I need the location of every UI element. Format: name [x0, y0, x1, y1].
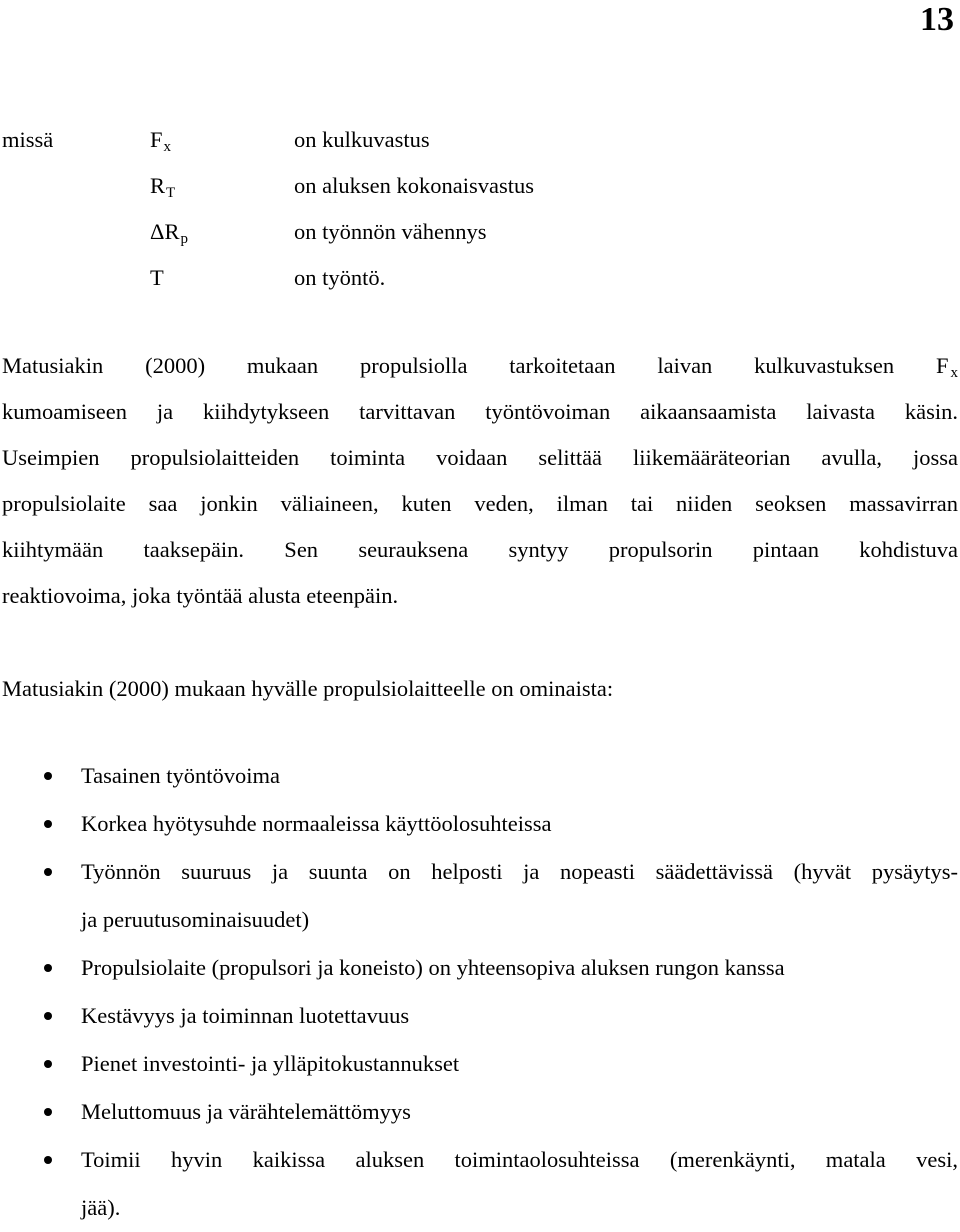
list-item: Korkea hyötysuhde normaaleissa käyttöolosuhteissa: [0, 800, 958, 848]
propulsion-paragraph: [2, 343, 958, 619]
definition-row: [2, 163, 702, 209]
definition-row: [2, 209, 702, 255]
paragraph-line: propulsiolaite saa jonkin väliaineen, kuten veden, ilman tai niiden seoksen massavirran: [2, 491, 958, 516]
bullet-icon: [44, 964, 52, 972]
list-item: Tasainen työntövoima: [0, 752, 958, 800]
paragraph-line: Useimpien propulsiolaitteiden toiminta voidaan selittää liikemääräteorian avulla, jossa: [2, 445, 958, 470]
properties-intro: Matusiakin (2000) mukaan hyvälle propulsiolaitteelle on ominaista:: [2, 676, 614, 701]
definition-symbol: $\Delta R_p$: [150, 219, 188, 247]
page-number: 13: [920, 1, 954, 38]
list-item: Työnnön suuruus ja suunta on helposti ja nopeasti säädettävissä (hyvät pysäytys- ja peruutusominaisuudet): [0, 848, 958, 944]
list-item: Meluttomuus ja värähtelemättömyys: [0, 1088, 958, 1136]
definition-symbol: T: [150, 265, 164, 290]
bullet-icon: [44, 1156, 52, 1164]
bullet-icon: [44, 868, 52, 876]
definition-text: on aluksen kokonaisvastus: [294, 173, 534, 198]
paragraph-line: kiihtymään taaksepäin. Sen seurauksena syntyy propulsorin pintaan kohdistuva: [2, 537, 958, 562]
bullet-icon: [44, 1108, 52, 1116]
definition-row: [2, 255, 702, 301]
definition-symbol: $F_x$: [150, 127, 172, 155]
list-item: Propulsiolaite (propulsori ja koneisto) on yhteensopiva aluksen rungon kanssa: [0, 944, 958, 992]
list-item: Pienet investointi- ja ylläpitokustannukset: [0, 1040, 958, 1088]
definition-lead: missä: [2, 127, 54, 152]
definition-text: on työntö.: [294, 265, 386, 290]
definition-row: [2, 117, 702, 163]
definition-symbol: $R_T$: [150, 173, 176, 201]
bullet-icon: [44, 772, 52, 780]
paragraph-line: Matusiakin (2000) mukaan propulsiolla tarkoitetaan laivan kulkuvastuksen F $_x$: [2, 353, 958, 381]
list-item: Toimii hyvin kaikissa aluksen toimintaolosuhteissa (merenkäynti, matala vesi, jää).: [0, 1136, 958, 1232]
symbol-definitions: [2, 117, 702, 301]
bullet-icon: [44, 1060, 52, 1068]
definition-text: on työnnön vähennys: [294, 219, 487, 244]
paragraph-line: kumoamiseen ja kiihdytykseen tarvittavan työntövoiman aikaansaamista laivasta käsin.: [2, 399, 958, 424]
paragraph-line: reaktiovoima, joka työntää alusta eteenpäin.: [2, 583, 399, 608]
bullet-icon: [44, 1012, 52, 1020]
properties-list: [0, 752, 958, 1232]
list-item: Kestävyys ja toiminnan luotettavuus: [0, 992, 958, 1040]
definition-text: on kulkuvastus: [294, 127, 430, 152]
bullet-icon: [44, 820, 52, 828]
